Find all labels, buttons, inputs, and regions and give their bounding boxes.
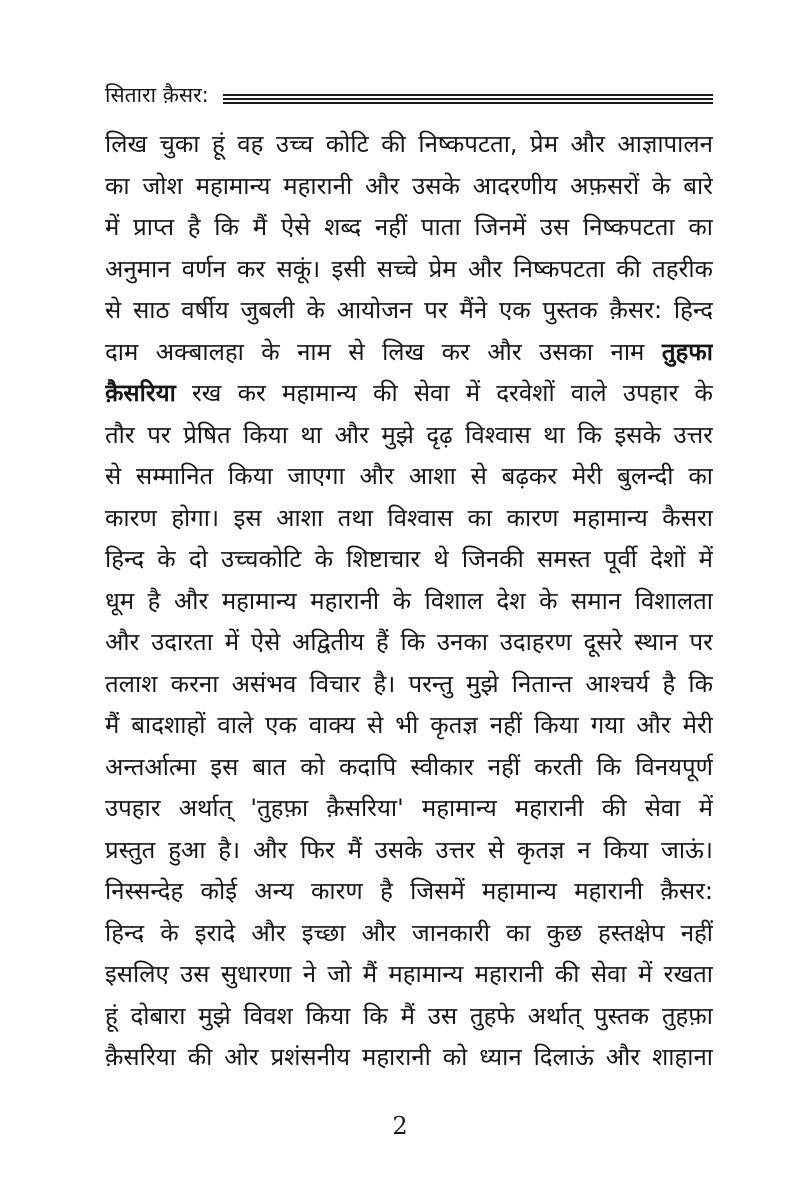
text-segment: मैं बादशाहों वाले एक वाक्य से भी कृतज्ञ नहीं किया गया और मेरी — [105, 711, 713, 739]
text-segment: का जोश महामान्य महारानी और उसके आदरणीय अफ़सरों के बारे — [105, 171, 713, 200]
text-segment: तलाश करना असंभव विचार है। परन्तु मुझे नितान्त आश्चर्य है कि — [105, 669, 713, 698]
text-segment: कारण होगा। इस आशा तथा विश्वास का कारण महामान्य कैसरा — [105, 503, 713, 532]
running-header-title: सितारा क़ैसर: — [105, 83, 209, 107]
text-line — [105, 249, 713, 291]
text-segment: इसलिए उस सुधारणा ने जो मैं महामान्य महारानी की सेवा में रखता — [105, 960, 713, 988]
text-line — [105, 581, 713, 623]
text-segment: से साठ वर्षीय जुबली के आयोजन पर मैंने एक पुस्तक क़ैसर: हिन्द — [105, 296, 713, 324]
text-line — [105, 830, 713, 872]
text-segment: रख कर महामान्य की सेवा में दरवेशों वाले उपहार के — [175, 379, 713, 407]
text-segment: हिन्द के दो उच्चकोटि के शिष्टाचार थे जिनकी समस्त पूर्वी देशों में — [105, 545, 713, 573]
text-segment: प्रस्तुत हुआ है। और फिर मैं उसके उत्तर से कृतज्ञ न किया जाऊं। — [105, 835, 713, 864]
text-line — [105, 498, 713, 540]
text-line — [105, 996, 713, 1038]
text-line — [105, 788, 713, 830]
text-line — [105, 1037, 713, 1079]
text-line — [105, 539, 713, 581]
text-segment: तौर पर प्रेषित किया था और मुझे दृढ़ विश्वास था कि इसके उत्तर — [105, 420, 713, 449]
text-segment: धूम है और महामान्य महारानी के विशाल देश के समान विशालता — [105, 586, 713, 615]
text-line — [105, 954, 713, 996]
text-line — [105, 166, 713, 208]
rule-line — [223, 102, 713, 104]
text-line — [105, 705, 713, 747]
text-segment: लिख चुका हूं वह उच्च कोटि की निष्कपटता, प्रेम और आज्ञापालन — [105, 130, 713, 158]
text-segment: अनुमान वर्णन कर सकूं। इसी सच्चे प्रेम और निष्कपटता की तहरीक — [105, 254, 713, 283]
text-segment: में प्राप्त है कि मैं ऐसे शब्द नहीं पाता जिनमें उस निष्कपटता का — [105, 213, 713, 241]
page-number: 2 — [392, 1112, 408, 1140]
text-line — [105, 207, 713, 249]
text-line — [105, 871, 713, 913]
text-segment: उपहार अर्थात् 'तुहफ़ा क़ैसरिया' महामान्य महारानी की सेवा में — [105, 794, 713, 822]
rule-line — [223, 98, 713, 100]
text-line — [105, 332, 713, 374]
text-line — [105, 747, 713, 789]
text-line — [105, 664, 713, 706]
text-segment: निस्सन्देह कोई अन्य कारण है जिसमें महामान्य महारानी क़ैसर: — [105, 877, 713, 905]
text-line — [105, 415, 713, 457]
text-segment: हिन्द के इरादे और इच्छा और जानकारी का कुछ हस्तक्षेप नहीं — [105, 918, 713, 947]
text-segment: और उदारता में ऐसे अद्वितीय हैं कि उनका उदाहरण दूसरे स्थान पर — [105, 628, 713, 656]
text-line — [105, 373, 713, 415]
rule-line — [223, 94, 713, 96]
text-segment: दाम अक्बालहा के नाम से लिख कर और उसका नाम — [105, 337, 662, 366]
body-text — [105, 124, 713, 1079]
text-segment: से सम्मानित किया जाएगा और आशा से बढ़कर मेरी बुलन्दी का — [105, 462, 713, 490]
text-segment: अन्तर्आत्मा इस बात को कदापि स्वीकार नहीं करती कि विनयपूर्ण — [105, 752, 713, 781]
bold-text-segment: क़ैसरिया — [105, 379, 176, 407]
text-line — [105, 290, 713, 332]
header-triple-rule — [223, 94, 713, 104]
text-segment: क़ैसरिया की ओर प्रशंसनीय महारानी को ध्यान दिलाऊं और शाहाना — [105, 1043, 713, 1071]
text-line — [105, 456, 713, 498]
text-segment: हूं दोबारा मुझे विवश किया कि मैं उस तुहफे अर्थात् पुस्तक तुहफ़ा — [105, 1001, 713, 1030]
text-line — [105, 913, 713, 955]
page-header — [105, 82, 713, 108]
text-line — [105, 124, 713, 166]
bold-text-segment: तुहफा — [661, 337, 713, 366]
text-line — [105, 622, 713, 664]
